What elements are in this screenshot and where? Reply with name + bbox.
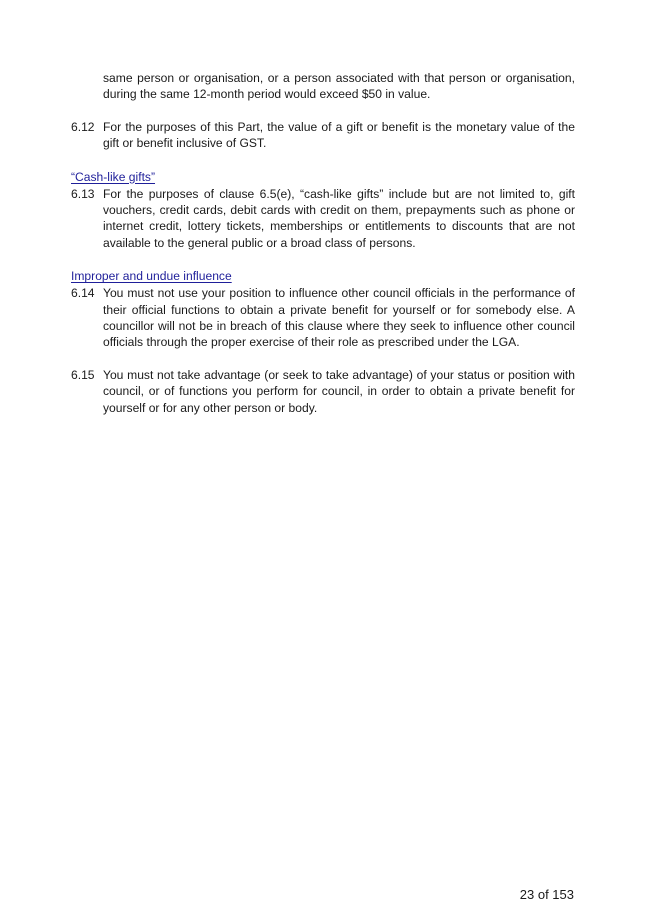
- clause-text: For the purposes of this Part, the value of a gift or benefit is the monetary value of the gift or benefit inclusive of GST.: [103, 119, 575, 151]
- clause-6-14: [71, 285, 575, 351]
- document-body: [71, 70, 575, 416]
- heading-text: “Cash-like gifts”: [71, 169, 156, 184]
- clause-text: You must not take advantage (or seek to take advantage) of your status or position with council, or of functions you perform for council, in order to obtain a private benefit for yourself or for any other person or body.: [103, 367, 575, 415]
- clause-number: 6.13: [71, 186, 95, 201]
- clause-number: 6.14: [71, 286, 95, 301]
- page-number: 23 of 153: [519, 887, 574, 902]
- section-heading-improper-influence: [71, 267, 575, 285]
- clause-number: 6.15: [71, 367, 95, 382]
- clause-number: 6.12: [71, 119, 95, 134]
- clause-6-15: [71, 367, 575, 416]
- clause-text: You must not use your position to influence other council officials in the performance of their official functions to obtain a private benefit for yourself or for somebody else. A councillor will not be in breach of this clause where they seek to influence other council officials through the proper exercise of their role as prescribed under the LGA.: [103, 286, 575, 350]
- continuation-paragraph: same person or organisation, or a person associated with that person or organisation, during the same 12-month period would exceed $50 in value.: [103, 71, 575, 102]
- section-heading-cash-like-gifts: [71, 168, 575, 186]
- clause-text: For the purposes of clause 6.5(e), “cash-like gifts” include but are not limited to, gift vouchers, credit cards, debit cards with credit on them, prepayments such as phone or internet credit, lottery tickets, memberships or entitlements to discounts that are not available to the general public or a broad class of persons.: [103, 186, 575, 250]
- clause-6-12: [71, 119, 575, 152]
- clause-6-13: [71, 186, 575, 252]
- heading-text: Improper and undue influence: [71, 269, 232, 284]
